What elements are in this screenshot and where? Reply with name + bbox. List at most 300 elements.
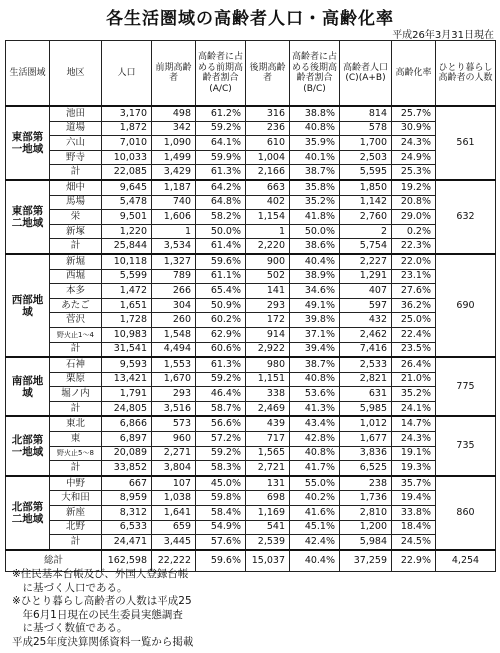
data-cell: 64.8%: [196, 195, 246, 210]
data-cell: 26.4%: [392, 357, 436, 372]
subtotal-cell: 61.3%: [196, 165, 246, 180]
subtotal-label: 計: [50, 239, 102, 254]
subtotal-cell: 24,805: [102, 401, 152, 416]
data-cell: 1,327: [152, 254, 196, 269]
subtotal-cell: 3,429: [152, 165, 196, 180]
data-cell: 573: [152, 416, 196, 431]
district-name: 北野: [50, 520, 102, 535]
district-name: 大和田: [50, 491, 102, 506]
data-cell: 20,089: [102, 446, 152, 461]
data-cell: 24.3%: [392, 136, 436, 151]
data-cell: 1,728: [102, 313, 152, 328]
subtotal-cell: 33,852: [102, 461, 152, 476]
subtotal-cell: 24.1%: [392, 401, 436, 416]
grand-total-solo: 4,254: [436, 550, 496, 572]
solo-elderly-count: 860: [436, 476, 496, 550]
data-cell: 432: [340, 313, 392, 328]
table-row: [6, 416, 496, 431]
data-cell: 49.1%: [290, 298, 340, 313]
table-row: [6, 446, 496, 461]
subtotal-cell: 3,516: [152, 401, 196, 416]
table-row: [6, 491, 496, 506]
header-elderly-population: [340, 41, 392, 107]
data-cell: 141: [246, 284, 290, 299]
data-cell: 5,599: [102, 269, 152, 284]
data-cell: 65.4%: [196, 284, 246, 299]
as-of-date: 平成26年3月31日現在: [392, 30, 494, 41]
data-cell: 60.2%: [196, 313, 246, 328]
subtotal-cell: 2,166: [246, 165, 290, 180]
table-row: [6, 195, 496, 210]
data-cell: 293: [152, 387, 196, 402]
table-row: [6, 269, 496, 284]
data-cell: 541: [246, 520, 290, 535]
subtotal-cell: 4,494: [152, 342, 196, 357]
data-cell: 19.1%: [392, 446, 436, 461]
subtotal-cell: 61.4%: [196, 239, 246, 254]
header-late-ratio: [290, 41, 340, 107]
table-row: [6, 387, 496, 402]
data-cell: 10,983: [102, 327, 152, 342]
data-cell: 13,421: [102, 372, 152, 387]
solo-elderly-count: 775: [436, 357, 496, 416]
region-name: 南部地域: [6, 357, 50, 416]
data-cell: 61.2%: [196, 106, 246, 121]
data-cell: 1,548: [152, 327, 196, 342]
grand-total-cell: 22,222: [152, 550, 196, 572]
data-cell: 698: [246, 491, 290, 506]
data-cell: 578: [340, 121, 392, 136]
district-name: 道場: [50, 121, 102, 136]
data-cell: 402: [246, 195, 290, 210]
data-cell: 50.0%: [196, 224, 246, 239]
data-cell: 30.9%: [392, 121, 436, 136]
data-cell: 1: [246, 224, 290, 239]
header-late-ratio-formula: (B/C): [303, 83, 326, 94]
header-early-ratio-label: 高齢者に占める前期高齢者割合: [198, 52, 244, 83]
data-cell: 1,872: [102, 121, 152, 136]
data-cell: 789: [152, 269, 196, 284]
data-cell: 1,641: [152, 506, 196, 521]
data-cell: 57.2%: [196, 432, 246, 447]
data-cell: 1,154: [246, 210, 290, 225]
subtotal-row: [6, 401, 496, 416]
footnote-line: に基づく人口である。: [12, 581, 128, 594]
data-cell: 61.3%: [196, 357, 246, 372]
district-name: 新堀: [50, 254, 102, 269]
data-cell: 18.4%: [392, 520, 436, 535]
district-name: 東: [50, 432, 102, 447]
subtotal-cell: 22.3%: [392, 239, 436, 254]
data-cell: 35.2%: [290, 195, 340, 210]
data-cell: 342: [152, 121, 196, 136]
data-cell: 55.0%: [290, 476, 340, 491]
data-cell: 9,645: [102, 180, 152, 195]
subtotal-row: [6, 165, 496, 180]
data-cell: 2,810: [340, 506, 392, 521]
subtotal-cell: 42.4%: [290, 535, 340, 550]
data-cell: 2,462: [340, 327, 392, 342]
data-cell: 1,565: [246, 446, 290, 461]
subtotal-cell: 41.7%: [290, 461, 340, 476]
table-row: [6, 254, 496, 269]
data-cell: 59.9%: [196, 150, 246, 165]
data-cell: 40.8%: [290, 372, 340, 387]
footnote-line: 年6月1日現在の民生委員実態調査: [12, 608, 183, 621]
data-cell: 56.6%: [196, 416, 246, 431]
solo-elderly-count: 735: [436, 416, 496, 475]
footnotes: [12, 568, 193, 649]
table-row: [6, 150, 496, 165]
data-cell: 1,472: [102, 284, 152, 299]
table-row: [6, 106, 496, 121]
data-cell: 667: [102, 476, 152, 491]
data-cell: 9,593: [102, 357, 152, 372]
data-cell: 38.9%: [290, 269, 340, 284]
data-cell: 1,791: [102, 387, 152, 402]
region-name: 北部第一地域: [6, 416, 50, 475]
subtotal-cell: 2,539: [246, 535, 290, 550]
header-early-ratio-formula: (A/C): [209, 83, 232, 94]
subtotal-cell: 39.4%: [290, 342, 340, 357]
data-cell: 980: [246, 357, 290, 372]
data-cell: 1,291: [340, 269, 392, 284]
data-cell: 1,606: [152, 210, 196, 225]
data-cell: 3,836: [340, 446, 392, 461]
data-cell: 960: [152, 432, 196, 447]
header-late-ratio-label: 高齢者に占める後期高齢者割合: [292, 52, 338, 83]
data-cell: 2,227: [340, 254, 392, 269]
data-cell: 7,010: [102, 136, 152, 151]
footnote-line: 平成25年度決算関係資料一覧から掲載: [12, 635, 194, 648]
subtotal-row: [6, 535, 496, 550]
district-name: 畑中: [50, 180, 102, 195]
district-name: 野火止5～8: [50, 446, 102, 461]
data-cell: 814: [340, 106, 392, 121]
data-cell: 36.2%: [392, 298, 436, 313]
data-cell: 6,866: [102, 416, 152, 431]
grand-total-cell: 40.4%: [290, 550, 340, 572]
data-cell: 35.8%: [290, 180, 340, 195]
subtotal-label: 計: [50, 461, 102, 476]
table-row: [6, 121, 496, 136]
data-cell: 407: [340, 284, 392, 299]
subtotal-cell: 38.7%: [290, 165, 340, 180]
district-name: 石神: [50, 357, 102, 372]
header-area: 生活圏域: [6, 41, 50, 107]
data-cell: 2: [340, 224, 392, 239]
data-cell: 663: [246, 180, 290, 195]
header-elderly-population-formula: (C)(A+B): [345, 73, 386, 83]
subtotal-cell: 23.5%: [392, 342, 436, 357]
data-cell: 37.1%: [290, 327, 340, 342]
subtotal-cell: 2,220: [246, 239, 290, 254]
data-cell: 1,499: [152, 150, 196, 165]
header-early-ratio: [196, 41, 246, 107]
table-row: [6, 357, 496, 372]
data-cell: 9,501: [102, 210, 152, 225]
data-cell: 2,821: [340, 372, 392, 387]
data-cell: 41.8%: [290, 210, 340, 225]
data-cell: 1,151: [246, 372, 290, 387]
subtotal-cell: 2,469: [246, 401, 290, 416]
data-cell: 1,038: [152, 491, 196, 506]
data-cell: 23.1%: [392, 269, 436, 284]
data-cell: 1,004: [246, 150, 290, 165]
document-title: 各生活圏域の高齢者人口・高齢化率: [106, 9, 394, 29]
data-cell: 1: [152, 224, 196, 239]
data-cell: 40.4%: [290, 254, 340, 269]
data-cell: 58.2%: [196, 210, 246, 225]
data-cell: 50.9%: [196, 298, 246, 313]
data-cell: 10,033: [102, 150, 152, 165]
data-cell: 2,271: [152, 446, 196, 461]
data-cell: 900: [246, 254, 290, 269]
data-cell: 740: [152, 195, 196, 210]
header-late-elderly: 後期高齢者: [246, 41, 290, 107]
grand-total-cell: 22.9%: [392, 550, 436, 572]
subtotal-label: 計: [50, 342, 102, 357]
region-name: 東部第二地域: [6, 180, 50, 254]
subtotal-cell: 58.3%: [196, 461, 246, 476]
data-cell: 0.2%: [392, 224, 436, 239]
data-cell: 131: [246, 476, 290, 491]
data-cell: 40.8%: [290, 446, 340, 461]
data-cell: 1,670: [152, 372, 196, 387]
subtotal-cell: 6,525: [340, 461, 392, 476]
district-name: 新座: [50, 506, 102, 521]
table-row: [6, 327, 496, 342]
header-early-elderly: 前期高齢者: [152, 41, 196, 107]
grand-total-label: 総計: [6, 550, 102, 572]
subtotal-cell: 7,416: [340, 342, 392, 357]
district-name: 菅沢: [50, 313, 102, 328]
data-cell: 914: [246, 327, 290, 342]
region-name: 北部第二地域: [6, 476, 50, 550]
data-cell: 498: [152, 106, 196, 121]
data-cell: 59.6%: [196, 254, 246, 269]
data-cell: 40.8%: [290, 121, 340, 136]
data-cell: 6,897: [102, 432, 152, 447]
data-cell: 1,169: [246, 506, 290, 521]
footnote-line: ※ひとり暮らし高齢者の人数は平成25: [12, 595, 192, 607]
subtotal-cell: 5,754: [340, 239, 392, 254]
data-cell: 631: [340, 387, 392, 402]
data-cell: 21.0%: [392, 372, 436, 387]
data-cell: 293: [246, 298, 290, 313]
data-cell: 338: [246, 387, 290, 402]
solo-elderly-count: 561: [436, 106, 496, 180]
header-solo-elderly: ひとり暮らし高齢者の人数: [436, 41, 496, 107]
data-cell: 304: [152, 298, 196, 313]
data-cell: 20.8%: [392, 195, 436, 210]
table-row: [6, 210, 496, 225]
data-cell: 3,170: [102, 106, 152, 121]
table-body: [6, 106, 496, 571]
data-cell: 236: [246, 121, 290, 136]
data-cell: 2,503: [340, 150, 392, 165]
table-row: [6, 432, 496, 447]
data-cell: 25.0%: [392, 313, 436, 328]
data-cell: 10,118: [102, 254, 152, 269]
data-cell: 29.0%: [392, 210, 436, 225]
table-row: [6, 476, 496, 491]
district-name: 池田: [50, 106, 102, 121]
data-cell: 58.4%: [196, 506, 246, 521]
data-cell: 50.0%: [290, 224, 340, 239]
district-name: 新塚: [50, 224, 102, 239]
table-row: [6, 298, 496, 313]
table-row: [6, 520, 496, 535]
region-name: 東部第一地域: [6, 106, 50, 180]
data-cell: 8,959: [102, 491, 152, 506]
subtotal-cell: 5,984: [340, 535, 392, 550]
data-cell: 659: [152, 520, 196, 535]
data-cell: 107: [152, 476, 196, 491]
subtotal-cell: 25,844: [102, 239, 152, 254]
data-cell: 19.2%: [392, 180, 436, 195]
data-cell: 41.6%: [290, 506, 340, 521]
footnote-line: に基づく数値である。: [12, 622, 128, 634]
data-cell: 19.4%: [392, 491, 436, 506]
header-population: 人口: [102, 41, 152, 107]
data-cell: 717: [246, 432, 290, 447]
header-aging-rate: 高齢化率: [392, 41, 436, 107]
data-cell: 316: [246, 106, 290, 121]
data-cell: 59.2%: [196, 121, 246, 136]
footnote-line: ※住民基本台帳及び、外国人登録台帳: [12, 568, 189, 580]
data-cell: 54.9%: [196, 520, 246, 535]
subtotal-label: 計: [50, 535, 102, 550]
data-cell: 1,677: [340, 432, 392, 447]
district-name: 馬場: [50, 195, 102, 210]
data-cell: 62.9%: [196, 327, 246, 342]
data-cell: 24.9%: [392, 150, 436, 165]
data-cell: 6,533: [102, 520, 152, 535]
data-cell: 24.3%: [392, 432, 436, 447]
data-cell: 14.7%: [392, 416, 436, 431]
elderly-population-table: [5, 40, 496, 572]
data-cell: 39.8%: [290, 313, 340, 328]
data-cell: 27.6%: [392, 284, 436, 299]
subtotal-cell: 3,534: [152, 239, 196, 254]
data-cell: 260: [152, 313, 196, 328]
subtotal-cell: 60.6%: [196, 342, 246, 357]
subtotal-cell: 24,471: [102, 535, 152, 550]
data-cell: 35.7%: [392, 476, 436, 491]
data-cell: 1,700: [340, 136, 392, 151]
data-cell: 1,651: [102, 298, 152, 313]
grand-total-cell: 59.6%: [196, 550, 246, 572]
table-row: [6, 136, 496, 151]
subtotal-row: [6, 239, 496, 254]
data-cell: 34.6%: [290, 284, 340, 299]
table-row: [6, 180, 496, 195]
subtotal-cell: 22,085: [102, 165, 152, 180]
header-elderly-population-label: 高齢者人口: [342, 62, 388, 73]
data-cell: 266: [152, 284, 196, 299]
data-cell: 1,850: [340, 180, 392, 195]
header-district: 地区: [50, 41, 102, 107]
district-name: 野火止1～4: [50, 327, 102, 342]
subtotal-cell: 41.3%: [290, 401, 340, 416]
data-cell: 597: [340, 298, 392, 313]
district-name: 東北: [50, 416, 102, 431]
subtotal-cell: 25.3%: [392, 165, 436, 180]
data-cell: 35.2%: [392, 387, 436, 402]
data-cell: 2,760: [340, 210, 392, 225]
subtotal-cell: 58.7%: [196, 401, 246, 416]
data-cell: 22.4%: [392, 327, 436, 342]
data-cell: 1,200: [340, 520, 392, 535]
region-name: 西部地域: [6, 254, 50, 357]
district-name: あたご: [50, 298, 102, 313]
district-name: 六山: [50, 136, 102, 151]
grand-total-cell: 162,598: [102, 550, 152, 572]
data-cell: 42.8%: [290, 432, 340, 447]
table-row: [6, 284, 496, 299]
data-cell: 22.0%: [392, 254, 436, 269]
subtotal-cell: 3,804: [152, 461, 196, 476]
subtotal-cell: 57.6%: [196, 535, 246, 550]
data-cell: 610: [246, 136, 290, 151]
subtotal-cell: 3,445: [152, 535, 196, 550]
data-cell: 1,012: [340, 416, 392, 431]
subtotal-cell: 2,721: [246, 461, 290, 476]
data-cell: 46.4%: [196, 387, 246, 402]
data-cell: 172: [246, 313, 290, 328]
data-cell: 38.7%: [290, 357, 340, 372]
grand-total-cell: 37,259: [340, 550, 392, 572]
table-row: [6, 372, 496, 387]
data-cell: 33.8%: [392, 506, 436, 521]
data-cell: 59.8%: [196, 491, 246, 506]
subtotal-cell: 19.3%: [392, 461, 436, 476]
data-cell: 238: [340, 476, 392, 491]
data-cell: 1,090: [152, 136, 196, 151]
district-name: 西堀: [50, 269, 102, 284]
data-cell: 1,187: [152, 180, 196, 195]
data-cell: 1,220: [102, 224, 152, 239]
data-cell: 53.6%: [290, 387, 340, 402]
subtotal-cell: 5,985: [340, 401, 392, 416]
solo-elderly-count: 632: [436, 180, 496, 254]
subtotal-cell: 5,595: [340, 165, 392, 180]
data-cell: 45.1%: [290, 520, 340, 535]
data-cell: 439: [246, 416, 290, 431]
data-cell: 1,736: [340, 491, 392, 506]
subtotal-label: 計: [50, 401, 102, 416]
data-cell: 64.2%: [196, 180, 246, 195]
data-cell: 8,312: [102, 506, 152, 521]
header-row: [6, 41, 496, 107]
district-name: 野寺: [50, 150, 102, 165]
data-cell: 38.8%: [290, 106, 340, 121]
data-cell: 40.1%: [290, 150, 340, 165]
data-cell: 43.4%: [290, 416, 340, 431]
grand-total-cell: 15,037: [246, 550, 290, 572]
table-row: [6, 506, 496, 521]
table-row: [6, 224, 496, 239]
subtotal-cell: 31,541: [102, 342, 152, 357]
table-row: [6, 313, 496, 328]
data-cell: 2,533: [340, 357, 392, 372]
subtotal-label: 計: [50, 165, 102, 180]
subtotal-cell: 24.5%: [392, 535, 436, 550]
subtotal-row: [6, 461, 496, 476]
data-cell: 64.1%: [196, 136, 246, 151]
data-cell: 502: [246, 269, 290, 284]
